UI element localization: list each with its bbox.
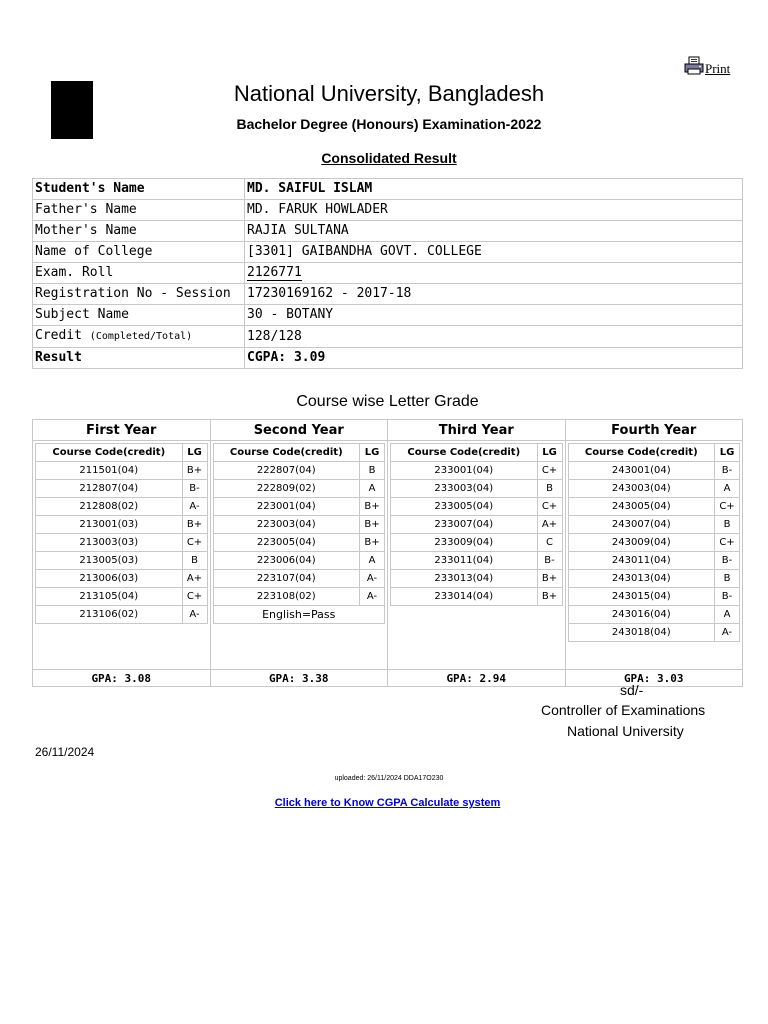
footer-university: National University <box>567 723 684 739</box>
letter-grade: B+ <box>182 516 207 534</box>
course-code: 243013(04) <box>568 570 715 588</box>
course-code: 243009(04) <box>568 534 715 552</box>
course-row <box>213 570 385 588</box>
info-row-father <box>33 200 743 221</box>
university-title: National University, Bangladesh <box>233 81 545 106</box>
letter-grade: A- <box>715 624 740 642</box>
credit-note: (Completed/Total) <box>89 331 193 342</box>
letter-grade: A- <box>182 606 207 624</box>
course-code: 213003(03) <box>36 534 183 552</box>
course-row <box>391 588 563 606</box>
info-row-college <box>33 242 743 263</box>
course-row <box>213 462 385 480</box>
year-heading: Third Year <box>388 420 566 441</box>
course-code: 212807(04) <box>36 480 183 498</box>
info-value <box>245 263 743 284</box>
grades-title: Course wise Letter Grade <box>296 393 479 410</box>
year-heading: First Year <box>33 420 211 441</box>
year-course-cell <box>210 441 388 670</box>
print-date: 26/11/2024 <box>35 745 95 759</box>
course-row <box>391 462 563 480</box>
letter-grade: B+ <box>537 570 562 588</box>
info-value: MD. FARUK HOWLADER <box>245 200 743 221</box>
info-label: Father's Name <box>33 200 245 221</box>
course-row <box>568 498 740 516</box>
letter-grade: B- <box>182 480 207 498</box>
course-code: 243005(04) <box>568 498 715 516</box>
course-code: 223108(02) <box>213 588 360 606</box>
course-code: 233001(04) <box>391 462 538 480</box>
info-value: [3301] GAIBANDHA GOVT. COLLEGE <box>245 242 743 263</box>
course-row <box>568 606 740 624</box>
cgpa-calculate-link[interactable]: Click here to Know CGPA Calculate system <box>274 797 501 809</box>
exam-title: Bachelor Degree (Honours) Examination-2022 <box>236 116 542 132</box>
course-row <box>36 552 208 570</box>
course-row <box>568 588 740 606</box>
year-heading: Second Year <box>210 420 388 441</box>
letter-grade: B <box>715 570 740 588</box>
info-value: CGPA: 3.09 <box>245 348 743 369</box>
letter-grade: B+ <box>360 498 385 516</box>
course-header-row <box>391 444 563 462</box>
course-code: 243003(04) <box>568 480 715 498</box>
course-grade-table <box>213 443 386 624</box>
letter-grade: B <box>715 516 740 534</box>
course-row <box>568 480 740 498</box>
course-code: 233005(04) <box>391 498 538 516</box>
course-header-row <box>568 444 740 462</box>
course-code: 233013(04) <box>391 570 538 588</box>
letter-grade: A- <box>182 498 207 516</box>
course-code: 243015(04) <box>568 588 715 606</box>
info-value: 30 - BOTANY <box>245 305 743 326</box>
course-row <box>36 570 208 588</box>
course-row <box>213 480 385 498</box>
course-code-header: Course Code(credit) <box>391 444 538 462</box>
course-code: 243018(04) <box>568 624 715 642</box>
year-heading: Fourth Year <box>565 420 743 441</box>
letter-grade: B- <box>715 462 740 480</box>
year-header-row <box>33 420 743 441</box>
course-code: 213105(04) <box>36 588 183 606</box>
info-value: 17230169162 - 2017-18 <box>245 284 743 305</box>
letter-grade: B <box>537 480 562 498</box>
letter-grade: B- <box>715 552 740 570</box>
year-gpa: GPA: 3.03 <box>565 670 743 687</box>
letter-grade: A <box>360 480 385 498</box>
course-row <box>568 552 740 570</box>
course-row <box>36 606 208 624</box>
letter-grade: A <box>360 552 385 570</box>
uploaded-note: uploaded: 26/11/2024 DDA17O230 <box>334 775 444 782</box>
course-row <box>391 570 563 588</box>
course-code: 233007(04) <box>391 516 538 534</box>
course-row <box>213 516 385 534</box>
course-code: 233014(04) <box>391 588 538 606</box>
course-row <box>568 516 740 534</box>
info-label: Result <box>33 348 245 369</box>
print-label[interactable]: Print <box>705 61 731 76</box>
letter-grade-header: LG <box>537 444 562 462</box>
course-row <box>391 552 563 570</box>
course-grade-table <box>390 443 563 606</box>
course-row <box>36 480 208 498</box>
course-code: 213001(03) <box>36 516 183 534</box>
course-code: 243001(04) <box>568 462 715 480</box>
letter-grade: B <box>182 552 207 570</box>
course-note: English=Pass <box>213 606 385 624</box>
info-row-credit <box>33 326 743 348</box>
course-code: 233003(04) <box>391 480 538 498</box>
course-code: 243007(04) <box>568 516 715 534</box>
info-label: Registration No - Session <box>33 284 245 305</box>
year-gpa: GPA: 2.94 <box>388 670 566 687</box>
info-label: Name of College <box>33 242 245 263</box>
letter-grade-header: LG <box>182 444 207 462</box>
year-body-row <box>33 441 743 670</box>
grades-table <box>32 419 743 687</box>
letter-grade: C+ <box>182 534 207 552</box>
course-row <box>391 516 563 534</box>
letter-grade: A <box>715 480 740 498</box>
course-code: 223005(04) <box>213 534 360 552</box>
course-code: 213006(03) <box>36 570 183 588</box>
course-grade-table <box>35 443 208 624</box>
info-row-name <box>33 179 743 200</box>
letter-grade: A+ <box>182 570 207 588</box>
info-row-registration <box>33 284 743 305</box>
letter-grade: C+ <box>715 498 740 516</box>
course-row <box>36 516 208 534</box>
course-note-row <box>213 606 385 624</box>
course-row <box>391 534 563 552</box>
course-code: 211501(04) <box>36 462 183 480</box>
course-code: 223006(04) <box>213 552 360 570</box>
letter-grade: B <box>360 462 385 480</box>
course-code: 213005(03) <box>36 552 183 570</box>
letter-grade: A- <box>360 588 385 606</box>
course-row <box>213 552 385 570</box>
letter-grade: C+ <box>715 534 740 552</box>
year-gpa: GPA: 3.38 <box>210 670 388 687</box>
course-row <box>568 624 740 642</box>
year-gpa: GPA: 3.08 <box>33 670 211 687</box>
letter-grade: A+ <box>537 516 562 534</box>
letter-grade-header: LG <box>360 444 385 462</box>
course-grade-table <box>568 443 741 642</box>
letter-grade: B+ <box>360 534 385 552</box>
course-row <box>36 534 208 552</box>
course-row <box>568 534 740 552</box>
course-row <box>391 480 563 498</box>
course-code: 222807(04) <box>213 462 360 480</box>
info-label: Subject Name <box>33 305 245 326</box>
info-label: Mother's Name <box>33 221 245 242</box>
year-course-cell <box>565 441 743 670</box>
letter-grade: A- <box>360 570 385 588</box>
info-row-result <box>33 348 743 369</box>
course-row <box>213 498 385 516</box>
course-row <box>568 570 740 588</box>
course-code: 222809(02) <box>213 480 360 498</box>
course-code-header: Course Code(credit) <box>36 444 183 462</box>
info-label: Student's Name <box>33 179 245 200</box>
print-button[interactable] <box>684 56 730 76</box>
course-header-row <box>36 444 208 462</box>
letter-grade: B+ <box>360 516 385 534</box>
course-code-header: Course Code(credit) <box>213 444 360 462</box>
course-code: 223107(04) <box>213 570 360 588</box>
info-label: Exam. Roll <box>33 263 245 284</box>
printer-icon <box>684 56 704 76</box>
info-value: MD. SAIFUL ISLAM <box>245 179 743 200</box>
letter-grade: C+ <box>537 498 562 516</box>
controller-title: Controller of Examinations <box>541 702 706 718</box>
exam-roll-value: 2126771 <box>247 265 302 280</box>
course-code: 212808(02) <box>36 498 183 516</box>
info-value: RAJIA SULTANA <box>245 221 743 242</box>
letter-grade: B- <box>715 588 740 606</box>
course-row <box>36 498 208 516</box>
letter-grade: C+ <box>182 588 207 606</box>
year-course-cell <box>33 441 211 670</box>
letter-grade: B+ <box>537 588 562 606</box>
course-code: 243011(04) <box>568 552 715 570</box>
letter-grade: B- <box>537 552 562 570</box>
course-row <box>568 462 740 480</box>
section-title: Consolidated Result <box>321 150 457 166</box>
course-code: 213106(02) <box>36 606 183 624</box>
course-code: 223001(04) <box>213 498 360 516</box>
info-value: 128/128 <box>245 326 743 348</box>
course-code: 233009(04) <box>391 534 538 552</box>
course-code: 243016(04) <box>568 606 715 624</box>
info-row-mother <box>33 221 743 242</box>
course-code: 233011(04) <box>391 552 538 570</box>
course-row <box>391 498 563 516</box>
letter-grade: C <box>537 534 562 552</box>
letter-grade-header: LG <box>715 444 740 462</box>
year-course-cell <box>388 441 566 670</box>
info-row-subject <box>33 305 743 326</box>
course-row <box>36 588 208 606</box>
student-info-table <box>32 178 743 369</box>
course-header-row <box>213 444 385 462</box>
letter-grade: C+ <box>537 462 562 480</box>
info-label: Credit (Completed/Total) <box>33 326 245 348</box>
signature: sd/- <box>620 682 644 698</box>
letter-grade: B+ <box>182 462 207 480</box>
info-row-roll <box>33 263 743 284</box>
letter-grade: A <box>715 606 740 624</box>
course-row <box>213 534 385 552</box>
course-row <box>213 588 385 606</box>
course-code-header: Course Code(credit) <box>568 444 715 462</box>
course-row <box>36 462 208 480</box>
course-code: 223003(04) <box>213 516 360 534</box>
